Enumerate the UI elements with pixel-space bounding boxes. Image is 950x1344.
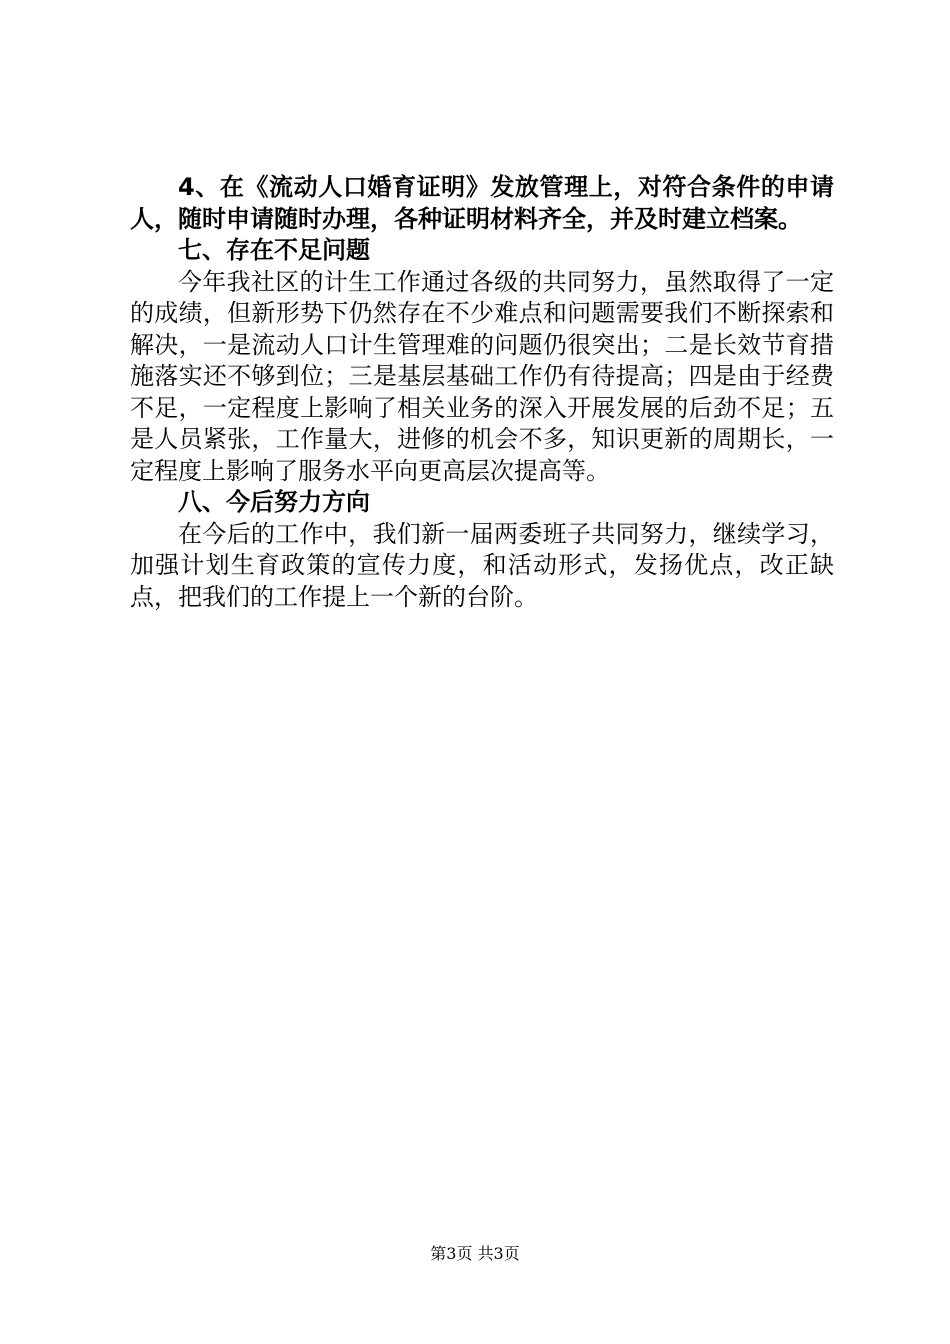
section-heading-shortcomings: 七、存在不足问题 [178,236,370,264]
document-body [130,172,834,613]
section-heading-future-direction: 八、今后努力方向 [178,488,370,516]
paragraph-shortcomings: 今年我社区的计生工作通过各级的共同努力，虽然取得了一定的成绩，但新形势下仍然存在不少难点和问题需要我们不断探索和解决，一是流动人口计生管理难的问题仍很突出；二是长效节育措施落实还不够到位；三是基层基础工作仍有待提高；四是由于经费不足，一定程度上影响了相关业务的深入开展发展的后劲不足；五是人员紧张，工作量大，进修的机会不多，知识更新的周期长，一定程度上影响了服务水平向更高层次提高等。 [130,267,834,485]
page-number: 第3页 共3页 [430,1244,520,1263]
paragraph-item-4: 4、在《流动人口婚育证明》发放管理上，对符合条件的申请人，随时申请随时办理，各种证明材料齐全，并及时建立档案。 [130,173,834,233]
paragraph-future-direction: 在今后的工作中，我们新一届两委班子共同努力，继续学习，加强计划生育政策的宣传力度，和活动形式，发扬优点，改正缺点，把我们的工作提上一个新的台阶。 [130,519,834,611]
page-footer [0,1244,950,1264]
